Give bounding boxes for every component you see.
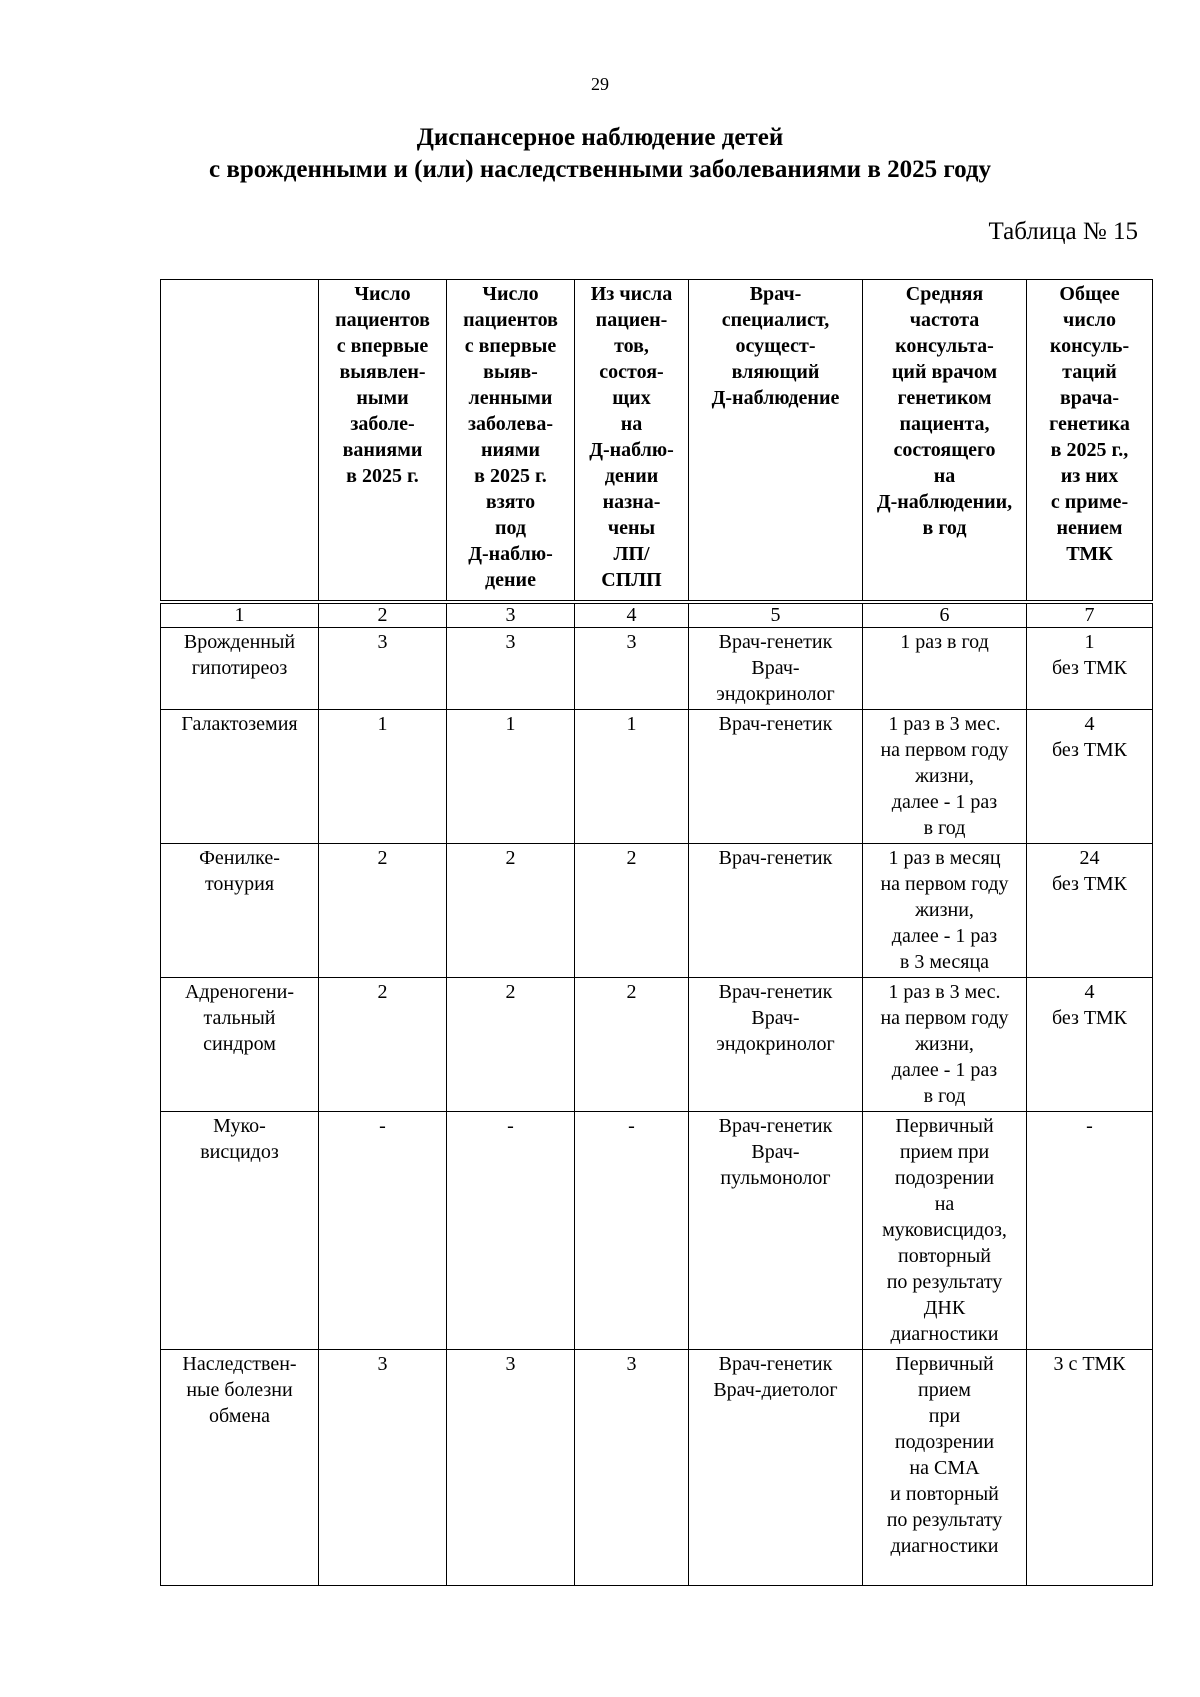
cell-line: Врач- — [751, 1141, 800, 1163]
column-header-4 — [575, 280, 689, 603]
cell-line: 2 — [377, 847, 388, 869]
header-line: Из числа — [590, 283, 673, 305]
cell-line: при — [928, 1405, 961, 1427]
cell-line: 1 раз в 3 мес. — [888, 713, 1001, 735]
table-cell — [1027, 978, 1153, 1112]
cell-line: тонурия — [204, 873, 275, 895]
cell-line: 2 — [626, 981, 637, 1003]
cell-line: 2 — [626, 847, 637, 869]
page-number: 29 — [591, 74, 609, 94]
header-line: ленными — [468, 387, 553, 409]
column-header-2 — [319, 280, 447, 603]
table-cell — [689, 1350, 863, 1586]
cell-line: эндокринолог — [716, 1033, 835, 1055]
cell-line: Наследствен- — [182, 1353, 297, 1375]
cell-line: далее - 1 раз — [891, 1059, 998, 1081]
header-line: Число — [354, 283, 411, 305]
table-cell — [1027, 1112, 1153, 1350]
table-cell — [575, 710, 689, 844]
header-line: из них — [1060, 465, 1119, 487]
cell-line: ДНК — [923, 1297, 966, 1319]
cell-line: 1 — [626, 713, 637, 735]
cell-line: 3 — [377, 631, 388, 653]
cell-line: Врожденный — [183, 631, 296, 653]
table-cell — [863, 844, 1027, 978]
cell-line: Врач-генетик — [718, 1353, 833, 1375]
cell-line: 1 — [377, 713, 388, 735]
header-line: состоящего — [893, 439, 996, 461]
cell-line: Врач- — [751, 1007, 800, 1029]
cell-line: 3 — [505, 631, 516, 653]
table-row — [161, 1350, 1153, 1586]
header-line: частота — [909, 309, 980, 331]
cell-line: Врач-диетолог — [713, 1379, 838, 1401]
header-line: СПЛП — [601, 569, 662, 591]
header-line: Д-наблюдение — [711, 387, 840, 409]
cell-line: Первичный — [895, 1115, 994, 1137]
disease-cell — [161, 978, 319, 1112]
cell-line: далее - 1 раз — [891, 791, 998, 813]
cell-line: на первом году — [880, 739, 1009, 761]
header-line: щих — [612, 387, 651, 409]
header-line: вляющий — [731, 361, 820, 383]
column-header-5 — [689, 280, 863, 603]
disease-cell — [161, 1112, 319, 1350]
cell-line: Первичный — [895, 1353, 994, 1375]
header-line: Д-наблюдении, — [876, 491, 1013, 513]
dispensary-table — [160, 279, 1153, 1586]
table-cell — [863, 1112, 1027, 1350]
table-row — [161, 978, 1153, 1112]
table-cell — [689, 710, 863, 844]
cell-line: 1 — [505, 713, 516, 735]
column-number: 7 — [1027, 602, 1153, 628]
table-cell — [863, 628, 1027, 710]
cell-line: синдром — [203, 1033, 276, 1055]
title-line-1: Диспансерное наблюдение детей — [416, 124, 784, 151]
cell-line: 1 раз в год — [900, 631, 989, 653]
cell-line: без ТМК — [1051, 657, 1127, 679]
table-cell — [863, 1350, 1027, 1586]
header-line: Д-наблю- — [468, 543, 553, 565]
header-line: специалист, — [721, 309, 830, 331]
header-line: с приме- — [1050, 491, 1129, 513]
cell-line: - — [1086, 1115, 1093, 1137]
header-line: с впервые — [464, 335, 557, 357]
header-line: генетика — [1049, 413, 1130, 435]
cell-line: по результату — [886, 1271, 1003, 1293]
cell-line: 3 с ТМК — [1053, 1353, 1126, 1375]
cell-line: висцидоз — [200, 1141, 279, 1163]
cell-line: ные болезни — [186, 1379, 293, 1401]
cell-line: Врач-генетик — [718, 1115, 833, 1137]
header-line: генетиком — [897, 387, 992, 409]
table-cell — [447, 710, 575, 844]
cell-line: обмена — [208, 1405, 271, 1427]
column-number-row — [161, 602, 1153, 628]
cell-line: на первом году — [880, 1007, 1009, 1029]
cell-line: в год — [923, 817, 966, 839]
cell-line: в 3 месяца — [899, 951, 990, 973]
column-header-7 — [1027, 280, 1153, 603]
table-cell — [319, 710, 447, 844]
header-line: нением — [1056, 517, 1123, 539]
header-line: дение — [485, 569, 536, 591]
cell-line: 2 — [505, 847, 516, 869]
cell-line: жизни, — [915, 1033, 974, 1055]
table-cell — [575, 628, 689, 710]
header-line: таций — [1062, 361, 1117, 383]
cell-line: Фенилке- — [199, 847, 280, 869]
header-line: чены — [607, 517, 656, 539]
table-cell — [447, 1112, 575, 1350]
header-line: состоя- — [599, 361, 664, 383]
header-line: назна- — [602, 491, 661, 513]
table-cell — [447, 628, 575, 710]
cell-line: Врач-генетик — [718, 631, 833, 653]
header-line: осущест- — [735, 335, 816, 357]
cell-line: без ТМК — [1051, 739, 1127, 761]
table-cell — [575, 844, 689, 978]
cell-line: подозрении — [894, 1431, 995, 1453]
header-line: пациентов — [463, 309, 558, 331]
cell-line: 1 — [1084, 631, 1095, 653]
column-number: 5 — [689, 602, 863, 628]
header-line: заболе- — [350, 413, 415, 435]
cell-line: в год — [923, 1085, 966, 1107]
cell-line: диагностики — [890, 1323, 999, 1345]
table-cell — [689, 844, 863, 978]
cell-line: и повторный — [890, 1483, 999, 1505]
header-line: ТМК — [1066, 543, 1113, 565]
cell-line: по результату — [886, 1509, 1003, 1531]
table-cell — [689, 628, 863, 710]
header-line: пациен- — [595, 309, 668, 331]
header-line: пациента, — [899, 413, 990, 435]
cell-line: 2 — [505, 981, 516, 1003]
table-cell — [319, 844, 447, 978]
cell-line: на первом году — [880, 873, 1009, 895]
header-line: ваниями — [342, 439, 423, 461]
table-row — [161, 1112, 1153, 1350]
header-line: выявлен- — [339, 361, 426, 383]
cell-line: 4 — [1084, 713, 1095, 735]
header-line: выяв- — [483, 361, 538, 383]
cell-line: - — [507, 1115, 514, 1137]
cell-line: на СМА — [909, 1457, 980, 1479]
column-header-3 — [447, 280, 575, 603]
cell-line: Адреногени- — [184, 981, 295, 1003]
header-line: консуль- — [1049, 335, 1130, 357]
cell-line: подозрении — [894, 1167, 995, 1189]
disease-cell — [161, 844, 319, 978]
cell-line: 3 — [626, 1353, 637, 1375]
header-row — [161, 280, 1153, 603]
table-cell — [1027, 628, 1153, 710]
table-cell — [319, 1350, 447, 1586]
cell-line: Врач-генетик — [718, 847, 833, 869]
cell-line: далее - 1 раз — [891, 925, 998, 947]
header-line: Общее — [1059, 283, 1120, 305]
cell-line: пульмонолог — [720, 1167, 831, 1189]
table-cell — [447, 1350, 575, 1586]
header-line: ций врачом — [891, 361, 998, 383]
table-cell — [319, 628, 447, 710]
header-line: число — [1063, 309, 1116, 331]
header-line: Врач- — [749, 283, 802, 305]
header-line: в 2025 г., — [1050, 439, 1129, 461]
table-cell — [689, 1112, 863, 1350]
column-number: 6 — [863, 602, 1027, 628]
table-cell — [1027, 1350, 1153, 1586]
cell-line: 3 — [626, 631, 637, 653]
header-line: взято — [485, 491, 536, 513]
header-line: Средняя — [905, 283, 984, 305]
cell-line: Врач- — [751, 657, 800, 679]
cell-line: гипотиреоз — [191, 657, 288, 679]
cell-line: эндокринолог — [716, 683, 835, 705]
cell-line: Врач-генетик — [718, 981, 833, 1003]
table-cell — [1027, 844, 1153, 978]
header-line: ЛП/ — [613, 543, 650, 565]
header-line: ниями — [480, 439, 540, 461]
table-cell — [1027, 710, 1153, 844]
cell-line: на — [934, 1193, 955, 1215]
cell-line: прием при — [899, 1141, 990, 1163]
header-line: консульта- — [895, 335, 994, 357]
table-cell — [575, 1350, 689, 1586]
header-line: заболева- — [467, 413, 554, 435]
header-line: в 2025 г. — [474, 465, 547, 487]
cell-line: 24 — [1079, 847, 1100, 869]
cell-line: 3 — [377, 1353, 388, 1375]
column-header-6 — [863, 280, 1027, 603]
cell-line: диагностики — [890, 1535, 999, 1557]
cell-line: 4 — [1084, 981, 1095, 1003]
table-cell — [319, 1112, 447, 1350]
cell-line: повторный — [898, 1245, 991, 1267]
cell-line: - — [628, 1115, 635, 1137]
header-line: на — [933, 465, 956, 487]
disease-cell — [161, 628, 319, 710]
cell-line: тальный — [203, 1007, 276, 1029]
table-cell — [319, 978, 447, 1112]
cell-line: Галактоземия — [181, 713, 298, 735]
column-header-1 — [161, 280, 319, 603]
table-cell — [575, 1112, 689, 1350]
table-row — [161, 628, 1153, 710]
header-line: в год — [922, 517, 967, 539]
cell-line: 1 раз в месяц — [888, 847, 1001, 869]
table-cell — [863, 978, 1027, 1112]
header-line: врача- — [1059, 387, 1120, 409]
header-line: под — [494, 517, 527, 539]
title-line-2: с врожденными и (или) наследственными заболеваниями в 2025 году — [208, 156, 991, 183]
column-number: 4 — [575, 602, 689, 628]
cell-line: - — [379, 1115, 386, 1137]
cell-line: прием — [918, 1379, 971, 1401]
cell-line: Муко- — [213, 1115, 266, 1137]
cell-line: Врач-генетик — [718, 713, 833, 735]
document-title — [0, 122, 1200, 186]
cell-line: жизни, — [915, 765, 974, 787]
header-line: пациентов — [335, 309, 430, 331]
header-line: тов, — [614, 335, 649, 357]
cell-line: без ТМК — [1051, 873, 1127, 895]
table-cell — [689, 978, 863, 1112]
cell-line: 3 — [505, 1353, 516, 1375]
table-cell — [447, 978, 575, 1112]
disease-cell — [161, 1350, 319, 1586]
column-number: 3 — [447, 602, 575, 628]
header-line: дении — [604, 465, 659, 487]
table-caption: Таблица № 15 — [988, 218, 1138, 245]
header-line: Д-наблю- — [589, 439, 674, 461]
header-line: в 2025 г. — [346, 465, 419, 487]
cell-line: жизни, — [915, 899, 974, 921]
column-number: 2 — [319, 602, 447, 628]
cell-line: 1 раз в 3 мес. — [888, 981, 1001, 1003]
table-row — [161, 844, 1153, 978]
disease-cell — [161, 710, 319, 844]
cell-line: муковисцидоз, — [882, 1219, 1007, 1241]
table-cell — [447, 844, 575, 978]
header-line: ными — [356, 387, 409, 409]
table-row — [161, 710, 1153, 844]
cell-line: без ТМК — [1051, 1007, 1127, 1029]
column-number: 1 — [161, 602, 319, 628]
header-line: на — [620, 413, 643, 435]
header-line: с впервые — [336, 335, 429, 357]
table-cell — [863, 710, 1027, 844]
table-cell — [575, 978, 689, 1112]
cell-line: 2 — [377, 981, 388, 1003]
header-line: Число — [482, 283, 539, 305]
